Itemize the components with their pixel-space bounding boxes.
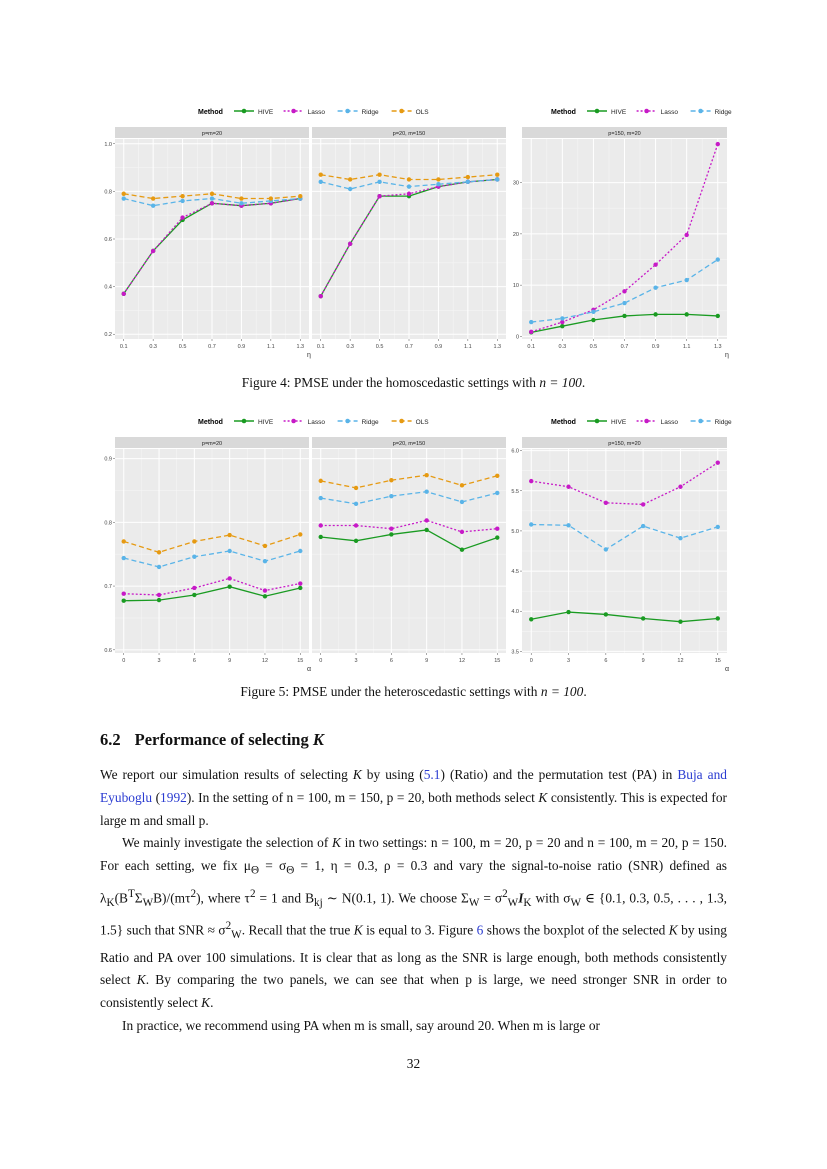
panel-6-ytick-label: 3.5 <box>511 649 519 656</box>
panel-3-series-hive-point <box>653 312 657 316</box>
panel-2-xtick-label: 0.7 <box>405 344 413 350</box>
panel-3-series-ridge-point <box>560 316 564 320</box>
panel-3-series-lasso-point <box>684 233 688 237</box>
panel-1-ytick-label: 0.6 <box>104 237 112 243</box>
panel-5-series-lasso-point <box>389 526 393 530</box>
panel-1-series-ols-point <box>239 196 243 200</box>
panel-2-xtick-label: 0.3 <box>346 344 354 350</box>
fig5-left-legend-marker-ols <box>399 419 404 424</box>
fig4-right-legend-marker-lasso <box>644 109 649 114</box>
fig4-right-legend-label-ridge: Ridge <box>714 109 732 116</box>
panel-3-ytick-label: 20 <box>512 231 519 238</box>
panel-3-series-ridge-point <box>716 257 720 261</box>
panel-1-xtick-label: 0.1 <box>119 344 128 350</box>
fig5-right-legend-label-lasso: Lasso <box>660 419 678 426</box>
panel-5-xtick-label: 12 <box>458 658 466 664</box>
fig5-right-legend-marker-ridge <box>698 419 703 424</box>
paragraph-3: In practice, we recommend using PA when m is small, say around 20. When m is large or <box>122 1017 601 1033</box>
fig5-right-legend-title: Method <box>551 419 576 426</box>
panel-1-series-ols-point <box>269 196 273 200</box>
panel-5-series-hive-point <box>354 539 358 543</box>
panel-3-series-ridge-point <box>684 278 688 282</box>
panel-4-x-axis-label: α <box>306 666 312 673</box>
panel-5-series-hive-point <box>389 532 393 536</box>
panel-6-series-hive-point <box>529 617 533 621</box>
panel-3-xtick-label: 0.1 <box>527 344 536 350</box>
panel-6-xtick-label: 15 <box>714 658 721 664</box>
fig4-right-legend-title: Method <box>551 109 576 116</box>
fig4-right-legend-marker-hive <box>595 109 600 114</box>
panel-6-series-hive-point <box>678 619 682 623</box>
panel-2-xtick-label: 0.5 <box>375 344 384 350</box>
panel-1-xtick-label: 0.9 <box>237 344 246 350</box>
figure-5 <box>0 405 827 685</box>
figure-ref-link[interactable]: 6 <box>476 922 484 938</box>
panel-5-series-hive-point <box>460 548 464 552</box>
panel-2-series-ridge-point <box>436 182 440 186</box>
panel-4-series-lasso-point <box>122 592 126 596</box>
panel-2-series-lasso-point <box>377 194 381 198</box>
fig5-left-legend-label-ridge: Ridge <box>361 419 379 426</box>
panel-3-series-hive-point <box>560 324 564 328</box>
panel-4-xtick-label: 12 <box>261 658 269 664</box>
panel-4-series-hive-point <box>227 585 231 589</box>
panel-6-series-hive-point <box>641 616 645 620</box>
panel-1-series-ridge-point <box>180 199 184 203</box>
panel-6-strip-label: p=150, m=20 <box>608 441 641 447</box>
panel-6-ytick-label: 5.0 <box>511 528 519 535</box>
fig4-right-legend-label-hive: HIVE <box>611 109 627 116</box>
panel-3-series-hive-point <box>622 314 626 318</box>
panel-5-series-ridge-point <box>389 494 393 498</box>
panel-2-series-lasso-point <box>407 192 411 196</box>
panel-5-series-ols-point <box>354 486 358 490</box>
fig5-left-legend-marker-lasso <box>291 419 296 424</box>
panel-5-series-ols-point <box>389 478 393 482</box>
panel-6-series-lasso-point <box>529 479 533 483</box>
panel-6-ytick-label: 5.5 <box>511 488 519 495</box>
panel-2-xtick-label: 1.3 <box>493 344 502 350</box>
fig4-left-legend-label-hive: HIVE <box>258 109 274 116</box>
panel-5-series-ols-point <box>460 483 464 487</box>
panel-1-series-ridge-point <box>122 196 126 200</box>
panel-5-xtick-label: 15 <box>494 658 501 664</box>
panel-4-series-hive-point <box>122 599 126 603</box>
panel-3-series-ridge-point <box>622 301 626 305</box>
panel-4-series-hive-point <box>157 598 161 602</box>
panel-2-xtick-label: 0.9 <box>434 344 443 350</box>
panel-2-series-lasso-point <box>348 242 352 246</box>
panel-5-series-lasso-point <box>354 523 358 527</box>
panel-5-xtick-label: 9 <box>425 658 429 664</box>
fig4-left-legend-label-lasso: Lasso <box>307 109 325 116</box>
equation-ref-link[interactable]: 5.1 <box>423 767 441 782</box>
page-number: 32 <box>406 1056 421 1071</box>
panel-2-series-ridge-point <box>377 180 381 184</box>
panel-5-series-hive-point <box>319 535 323 539</box>
panel-4-ytick-label: 0.9 <box>104 456 112 463</box>
panel-4-series-ridge-point <box>263 559 267 563</box>
panel-1-series-ols-point <box>298 194 302 198</box>
panel-4-series-hive-point <box>263 594 267 598</box>
citation-link[interactable]: Buja and Eyuboglu <box>100 767 727 805</box>
fig4-left-legend-marker-lasso <box>291 109 296 114</box>
panel-1-ytick-label: 1.0 <box>104 141 112 148</box>
panel-1-xtick-label: 1.3 <box>296 344 305 350</box>
section-title: Performance of selecting <box>134 730 313 749</box>
panel-4-series-lasso-point <box>298 581 302 585</box>
panel-1-series-ridge-point <box>239 201 243 205</box>
panel-3-series-hive-point <box>684 312 688 316</box>
panel-3-xtick-label: 0.9 <box>651 344 660 350</box>
panel-6-xtick-label: 0 <box>529 658 533 664</box>
fig4-left-legend-title: Method <box>198 109 223 116</box>
panel-2-series-lasso-point <box>319 294 323 298</box>
panel-1-series-ridge-point <box>151 203 155 207</box>
section-heading: 6.2 Performance of selecting K <box>100 730 324 749</box>
panel-4-series-ols-point <box>263 544 267 548</box>
panel-3-series-lasso-point <box>622 289 626 293</box>
panel-4-series-ridge-point <box>227 549 231 553</box>
panel-5-xtick-label: 6 <box>389 658 393 664</box>
panel-3-series-ridge-point <box>529 320 533 324</box>
panel-5-series-lasso-point <box>495 526 499 530</box>
panel-1-xtick-label: 0.7 <box>208 344 216 350</box>
panel-4-series-ridge-point <box>192 555 196 559</box>
panel-5-xtick-label: 0 <box>319 658 323 664</box>
panel-5-series-ridge-point <box>424 490 428 494</box>
panel-4-ytick-label: 0.7 <box>104 584 112 591</box>
panel-2-xtick-label: 1.1 <box>464 344 472 350</box>
panel-1-xtick-label: 0.5 <box>178 344 187 350</box>
citation-year-link[interactable]: 1992 <box>160 789 187 805</box>
panel-6-ytick-label: 4.0 <box>511 609 519 616</box>
fig5-left-legend-marker-ridge <box>345 419 350 424</box>
panel-4-series-hive-point <box>298 586 302 590</box>
panel-2-series-ols-point <box>319 173 323 177</box>
panel-1-series-ols-point <box>122 192 126 196</box>
panel-5-strip-label: p=20, m=150 <box>392 441 426 447</box>
panel-2-xtick-label: 0.1 <box>316 344 325 350</box>
panel-5-series-ridge-point <box>319 496 323 500</box>
panel-6-series-ridge-point <box>641 524 645 528</box>
panel-4-series-ols-point <box>227 533 231 537</box>
panel-4-series-ols-point <box>122 539 126 543</box>
fig4-right-legend-marker-ridge <box>698 109 703 114</box>
fig5-left-legend-label-lasso: Lasso <box>307 419 325 426</box>
panel-4-xtick-label: 3 <box>157 658 161 664</box>
fig5-right-legend-marker-hive <box>595 419 600 424</box>
panel-4-series-hive-point <box>192 593 196 597</box>
panel-1-series-lasso-point <box>210 201 214 205</box>
fig5-left-legend-title: Method <box>198 419 223 426</box>
panel-4-ytick-label: 0.6 <box>104 647 112 654</box>
figure-4-caption: Figure 4: PMSE under the homoscedastic settings with n = 100. <box>241 375 586 390</box>
panel-3-strip-label: p=150, m=20 <box>608 131 641 137</box>
panel-5-xtick-label: 3 <box>354 658 358 664</box>
panel-2-series-ols-point <box>348 177 352 181</box>
panel-2-series-ridge-point <box>495 177 499 181</box>
panel-6-xtick-label: 3 <box>567 658 571 664</box>
fig5-right-legend-label-ridge: Ridge <box>714 419 732 426</box>
panel-6-series-hive-point <box>716 616 720 620</box>
panel-6-series-lasso-point <box>678 485 682 489</box>
panel-5-series-ols-point <box>424 473 428 477</box>
panel-3-xtick-label: 0.5 <box>589 344 598 350</box>
panel-5-series-lasso-point <box>319 523 323 527</box>
panel-5-series-lasso-point <box>424 518 428 522</box>
body-text <box>100 764 727 1038</box>
panel-4-xtick-label: 15 <box>297 658 304 664</box>
panel-5-series-ols-point <box>319 479 323 483</box>
panel-1-xtick-label: 0.3 <box>149 344 157 350</box>
fig5-left-legend-label-ols: OLS <box>415 419 429 426</box>
panel-6-series-ridge-point <box>529 522 533 526</box>
panel-4-series-lasso-point <box>157 593 161 597</box>
panel-1-ytick-label: 0.8 <box>104 189 112 196</box>
panel-1-x-axis-label: η <box>307 352 311 359</box>
section-number: 6.2 <box>100 730 121 749</box>
panel-4-series-ridge-point <box>298 549 302 553</box>
figure-5-caption: Figure 5: PMSE under the heteroscedastic settings with n = 100. <box>240 684 587 699</box>
panel-1-series-lasso-point <box>151 249 155 253</box>
panel-6-ytick-label: 6.0 <box>511 448 519 455</box>
panel-3-series-lasso-point <box>529 330 533 334</box>
panel-6-series-hive-point <box>566 610 570 614</box>
panel-2-series-ridge-point <box>348 187 352 191</box>
panel-3-ytick-label: 10 <box>512 283 519 290</box>
panel-6-xtick-label: 12 <box>677 658 684 664</box>
panel-6-series-ridge-point <box>716 525 720 529</box>
panel-4-series-lasso-point <box>263 588 267 592</box>
panel-3-xtick-label: 0.3 <box>558 344 567 350</box>
fig4-left-legend-marker-hive <box>242 109 247 114</box>
panel-4-ytick-label: 0.8 <box>104 520 112 527</box>
panel-2-series-ridge-point <box>407 184 411 188</box>
panel-4-xtick-label: 9 <box>228 658 232 664</box>
panel-2-series-ridge-point <box>466 180 470 184</box>
panel-4-series-ols-point <box>192 539 196 543</box>
fig4-left-legend-label-ridge: Ridge <box>361 109 379 116</box>
panel-3-series-ridge-point <box>653 286 657 290</box>
panel-1-ytick-label: 0.2 <box>104 332 112 339</box>
panel-5-series-ridge-point <box>460 500 464 504</box>
panel-4-xtick-label: 6 <box>192 658 196 664</box>
fig4-left-legend-marker-ols <box>399 109 404 114</box>
fig4-right-legend-label-lasso: Lasso <box>660 109 678 116</box>
panel-2-series-ridge-point <box>319 180 323 184</box>
fig4-left-legend-label-ols: OLS <box>415 109 429 116</box>
panel-5-series-lasso-point <box>460 530 464 534</box>
panel-2-strip-label: p=20, m=150 <box>392 131 426 137</box>
panel-4-series-lasso-point <box>192 586 196 590</box>
panel-3-series-lasso-point <box>653 262 657 266</box>
panel-3-ytick-label: 30 <box>512 180 519 187</box>
figure-4 <box>0 0 827 370</box>
panel-2-series-ols-point <box>466 175 470 179</box>
panel-1-series-ols-point <box>180 194 184 198</box>
panel-5-series-hive-point <box>424 528 428 532</box>
fig5-right-legend-marker-lasso <box>644 419 649 424</box>
panel-6-ytick-label: 4.5 <box>511 569 519 576</box>
panel-3-series-hive-point <box>591 318 595 322</box>
panel-1-xtick-label: 1.1 <box>267 344 275 350</box>
panel-6-series-lasso-point <box>604 501 608 505</box>
panel-6-series-ridge-point <box>566 523 570 527</box>
fig4-left-legend-marker-ridge <box>345 109 350 114</box>
panel-3-series-hive-point <box>716 314 720 318</box>
panel-4-series-ridge-point <box>122 556 126 560</box>
panel-1-ytick-label: 0.4 <box>104 284 112 291</box>
panel-6-series-ridge-point <box>604 547 608 551</box>
paragraph-1: We report our simulation results of selecting K by using (5.1) (Ratio) and the permutation test (PA) in Buja and Eyuboglu (1992). In the setting of n = 100, m = 150, p = 20, both methods select K consistently. This is expected for large m and small p. <box>100 767 727 828</box>
panel-5-series-ols-point <box>495 474 499 478</box>
panel-3-xtick-label: 1.3 <box>713 344 722 350</box>
panel-4-xtick-label: 0 <box>122 658 126 664</box>
panel-6-x-axis-label: α <box>724 666 730 673</box>
panel-2-series-ols-point <box>436 177 440 181</box>
panel-2-series-ols-point <box>377 173 381 177</box>
fig5-right-legend-label-hive: HIVE <box>611 419 627 426</box>
panel-6-series-lasso-point <box>716 460 720 464</box>
panel-3-xtick-label: 0.7 <box>620 344 629 350</box>
panel-6-series-hive-point <box>604 612 608 616</box>
fig5-left-legend-label-hive: HIVE <box>258 419 274 426</box>
panel-3-x-axis-label: η <box>725 352 729 359</box>
panel-6-series-lasso-point <box>566 485 570 489</box>
panel-1-series-ridge-point <box>210 196 214 200</box>
panel-4-series-ols-point <box>298 532 302 536</box>
paragraph-2: We mainly investigate the selection of K in two settings: n = 100, m = 20, p = 20 and n = 100, m = 20, p = 150. For each setting, we fix $\mu_\Theta = \sigma_\Theta = 1$, η = 0.3, ρ = 0.3 and vary the signal-to-noise ratio (SNR) defined as $\lambda_K(B^T\Sigma_WB)/(m\tau^2)$, where $\tau^2 = 1$ and $B_{kj}$ ∼ N(0.1, 1). We choose $\Sigma_W = \sigma^2_WI_K$ with $\sigma_W$ ∈ {0.1, 0.3, 0.5, . . . , 1.3, 1.5} such that SNR ≈ $\sigma^2_W$. Recall that the true K is equal to 3. Figure 6 shows the boxplot of the selected K by using Ratio and PA over 100 simulations. It is clear that as long as the SNR is large enough, both methods consistently select K. By comparing the two panels, we can see that when p is large, we need stronger SNR in order to consistently select K. <box>100 835 728 1011</box>
panel-5-series-ridge-point <box>495 491 499 495</box>
panel-1-series-ols-point <box>151 196 155 200</box>
panel-1-series-lasso-point <box>180 215 184 219</box>
panel-4-series-ols-point <box>157 550 161 554</box>
panel-6-series-lasso-point <box>641 502 645 506</box>
panel-5-series-ridge-point <box>354 502 358 506</box>
panel-6-series-ridge-point <box>678 536 682 540</box>
panel-1-strip-label: p=m=20 <box>201 131 223 137</box>
panel-3-xtick-label: 1.1 <box>682 344 691 350</box>
panel-4-strip-label: p=m=20 <box>201 441 223 447</box>
panel-3-series-ridge-point <box>591 310 595 314</box>
panel-6-xtick-label: 6 <box>604 658 608 664</box>
panel-2-series-ols-point <box>495 173 499 177</box>
panel-1-series-ols-point <box>210 192 214 196</box>
panel-2-series-ols-point <box>407 177 411 181</box>
panel-1-series-lasso-point <box>122 292 126 296</box>
panel-5-series-hive-point <box>495 535 499 539</box>
panel-4-series-lasso-point <box>227 576 231 580</box>
panel-4-series-ridge-point <box>157 565 161 569</box>
fig5-left-legend-marker-hive <box>242 419 247 424</box>
panel-3-series-lasso-point <box>716 142 720 146</box>
panel-3-ytick-label: 0 <box>515 334 519 341</box>
panel-6-xtick-label: 9 <box>641 658 645 664</box>
